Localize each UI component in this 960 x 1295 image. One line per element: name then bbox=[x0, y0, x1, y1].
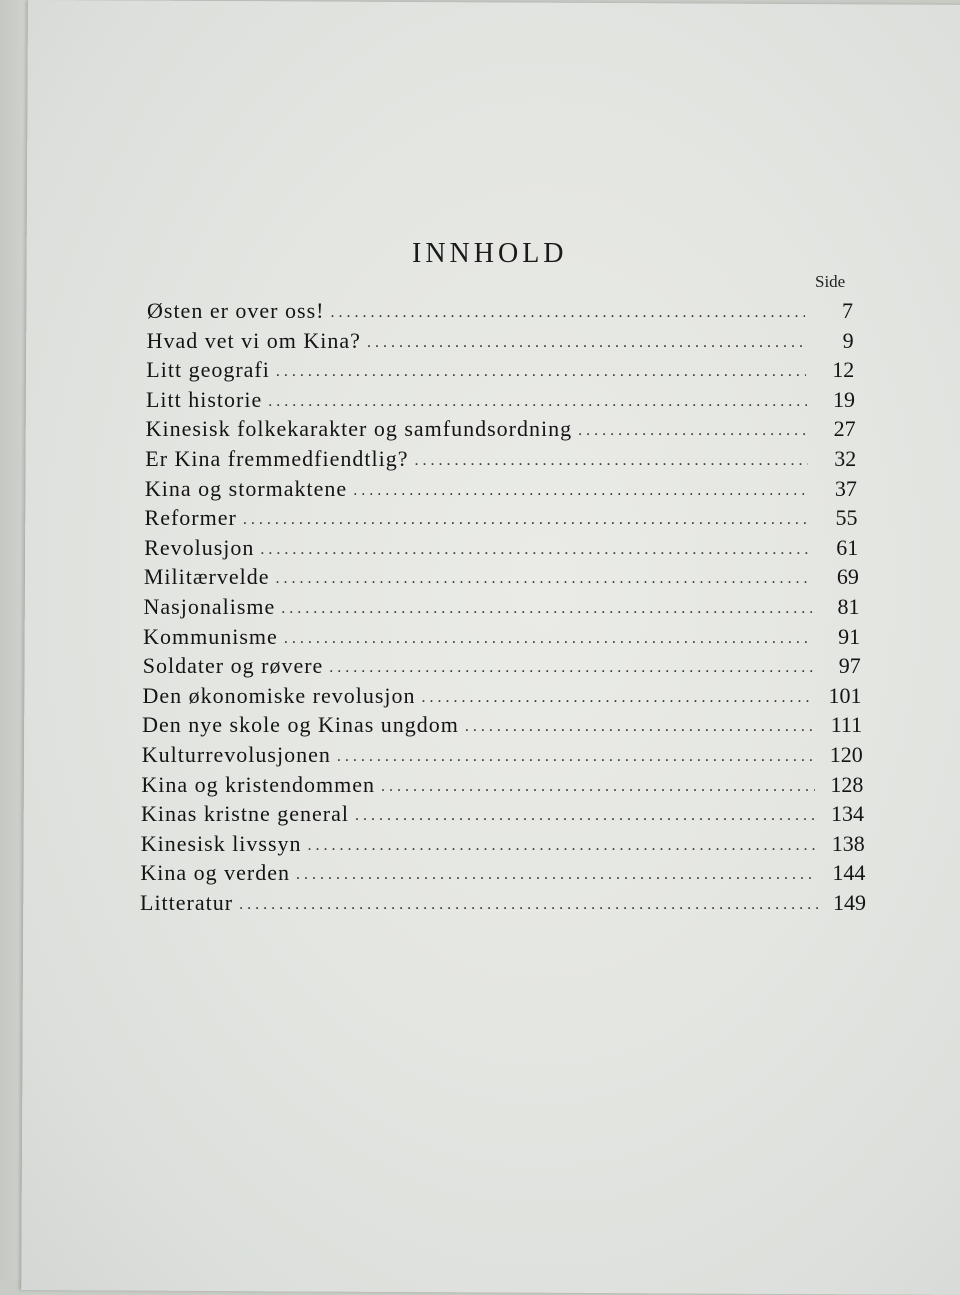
toc-entry-title: Kinas kristne general bbox=[141, 801, 349, 827]
toc-leader-dots bbox=[260, 541, 810, 561]
toc-entry-page: 101 bbox=[828, 682, 862, 708]
toc-entry bbox=[141, 770, 863, 798]
toc-entry bbox=[146, 414, 856, 442]
toc-leader-dots bbox=[243, 511, 810, 531]
toc-entry-page: 138 bbox=[831, 830, 865, 856]
toc-entry-page: 111 bbox=[830, 712, 863, 738]
toc-entry bbox=[140, 858, 865, 886]
toc-entry-page: 7 bbox=[842, 298, 853, 323]
toc-entry-title: Kommunisme bbox=[143, 623, 278, 649]
toc-entry-title: Hvad vet vi om Kina? bbox=[146, 327, 361, 353]
toc-entry bbox=[142, 681, 861, 709]
toc-entry bbox=[143, 651, 861, 679]
toc-leader-dots bbox=[337, 748, 815, 768]
toc-entry bbox=[142, 710, 862, 738]
toc-entry-page: 128 bbox=[830, 771, 864, 797]
toc-entry-page: 134 bbox=[831, 801, 865, 827]
toc-entry bbox=[142, 740, 863, 768]
toc-leader-dots bbox=[381, 778, 815, 798]
toc-leader-dots bbox=[239, 896, 818, 916]
toc-entry-page: 37 bbox=[834, 475, 857, 501]
toc-leader-dots bbox=[308, 837, 817, 857]
toc-entry-page: 9 bbox=[842, 327, 854, 353]
toc-entry bbox=[146, 385, 855, 413]
toc-entry-page: 12 bbox=[832, 357, 855, 383]
toc-entry-title: Den økonomiske revolusjon bbox=[142, 682, 416, 708]
toc-entry-title: Litt historie bbox=[145, 386, 263, 412]
toc-leader-dots bbox=[329, 659, 813, 679]
toc-entry bbox=[146, 355, 854, 383]
toc-entry-page: 69 bbox=[836, 564, 859, 590]
toc-entry-title: Nasjonalisme bbox=[143, 594, 276, 619]
toc-entry-title: Soldater og røvere bbox=[142, 653, 324, 679]
toc-entry-page: 32 bbox=[834, 446, 857, 471]
toc-entry-title: Kinesisk livssyn bbox=[140, 830, 302, 856]
toc-entry-title: Er Kina fremmedfiendtlig? bbox=[145, 446, 409, 471]
toc-entry bbox=[141, 829, 865, 857]
toc-entry bbox=[145, 474, 857, 502]
toc-entry-page: 144 bbox=[832, 860, 866, 886]
toc-entry-title: Revolusjon bbox=[144, 534, 255, 560]
toc-entry bbox=[144, 562, 859, 590]
toc-entry bbox=[144, 533, 858, 561]
toc-leader-dots bbox=[296, 866, 817, 886]
toc-leader-dots bbox=[355, 807, 816, 827]
toc-entry bbox=[140, 888, 866, 916]
toc-entry bbox=[145, 503, 858, 531]
toc-leader-dots bbox=[367, 334, 806, 354]
page-column-label: Side bbox=[815, 272, 846, 291]
toc-entry-title: Kulturrevolusjonen bbox=[141, 742, 331, 767]
toc-entry bbox=[144, 592, 860, 620]
toc-entry-title: Den nye skole og Kinas ungdom bbox=[142, 712, 459, 738]
toc-entry-title: Litteratur bbox=[140, 890, 234, 915]
toc-entry bbox=[143, 622, 860, 650]
toc-leader-dots bbox=[353, 482, 809, 502]
toc-entry bbox=[145, 444, 856, 472]
toc-entry-page: 97 bbox=[838, 653, 861, 679]
toc-entry-page: 91 bbox=[838, 623, 861, 649]
toc-entry bbox=[141, 799, 864, 827]
toc-entry-page: 61 bbox=[836, 534, 859, 560]
toc-leader-dots bbox=[268, 393, 807, 413]
toc-leader-dots bbox=[465, 718, 814, 738]
toc-entry-page: 149 bbox=[833, 890, 866, 915]
toc-leader-dots bbox=[281, 600, 811, 620]
toc-leader-dots bbox=[276, 363, 806, 383]
toc-entry-page: 55 bbox=[835, 505, 858, 531]
toc-entry-title: Kina og verden bbox=[140, 860, 290, 886]
toc-leader-dots bbox=[415, 452, 809, 472]
toc-entry-title: Kinesisk folkekarakter og samfundsordning bbox=[145, 416, 573, 442]
toc-entry-title: Reformer bbox=[144, 505, 237, 531]
toc-leader-dots bbox=[578, 422, 807, 442]
toc-entry bbox=[147, 296, 853, 324]
toc-entry-title: Kina og kristendommen bbox=[141, 771, 376, 797]
toc-entry-page: 120 bbox=[829, 742, 863, 767]
toc-entry-title: Østen er over oss! bbox=[147, 298, 325, 323]
toc-leader-dots bbox=[276, 570, 811, 590]
toc-leader-dots bbox=[284, 630, 812, 650]
page-title: INNHOLD bbox=[412, 238, 568, 269]
toc-entry-page: 19 bbox=[832, 386, 855, 412]
toc-entry-title: Kina og stormaktene bbox=[144, 475, 348, 501]
toc-entry-title: Litt geografi bbox=[146, 357, 270, 383]
toc-leader-dots bbox=[422, 689, 814, 709]
toc-entry-page: 81 bbox=[837, 594, 860, 619]
toc-entry-page: 27 bbox=[833, 416, 856, 442]
toc-entry bbox=[147, 326, 854, 354]
toc-entry-title: Militærvelde bbox=[143, 564, 270, 590]
toc-leader-dots bbox=[330, 304, 805, 324]
